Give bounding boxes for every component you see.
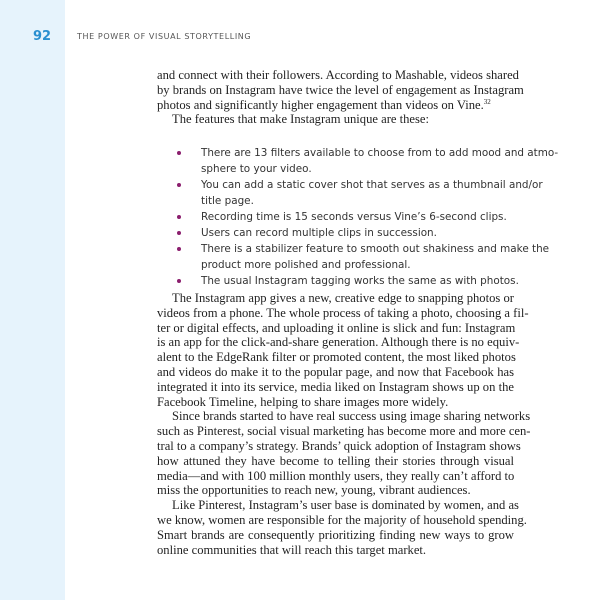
list-item-continuation bbox=[177, 193, 517, 209]
margin-band bbox=[0, 0, 65, 600]
lead-line: The features that make Instagram unique are these: bbox=[172, 112, 430, 127]
list-item bbox=[177, 225, 517, 241]
list-item-text: sphere to your video. bbox=[201, 163, 312, 175]
list-item bbox=[177, 145, 559, 161]
list-item-text: The usual Instagram tagging works the same as with photos. bbox=[201, 275, 519, 287]
list-item-continuation bbox=[177, 257, 517, 273]
text-line: is an app for the click-and-share generation. Although there is no equiv- bbox=[157, 335, 520, 350]
text-line: ter or digital effects, and uploading it online is slick and fun: Instagram bbox=[157, 320, 516, 335]
list-item-text: title page. bbox=[201, 195, 254, 207]
text-line: Since brands started to have real success using image sharing networks bbox=[172, 409, 531, 424]
list-item bbox=[177, 273, 517, 289]
list-item bbox=[177, 177, 543, 193]
list-item bbox=[177, 209, 517, 225]
footnote-marker: 32 bbox=[483, 97, 491, 106]
text-line-content: photos and significantly higher engagement than videos on Vine. bbox=[157, 97, 484, 112]
text-line: alent to the EdgeRank filter or promoted content, the most liked photos bbox=[157, 350, 516, 365]
text-line bbox=[157, 98, 514, 113]
text-line: Smart brands are consequently prioritizing finding new ways to grow bbox=[157, 527, 514, 542]
list-item-text: There is a stabilizer feature to smooth out shakiness and make the bbox=[201, 243, 550, 255]
running-head: THE POWER OF VISUAL STORYTELLING bbox=[77, 32, 252, 41]
bullet-icon bbox=[177, 151, 181, 155]
list-item-text: Users can record multiple clips in succession. bbox=[201, 227, 437, 239]
text-line: integrated it into its service, media liked on Instagram shows up on the bbox=[157, 379, 514, 394]
feature-list bbox=[177, 145, 559, 289]
text-line: miss the opportunities to reach new, young, vibrant audiences. bbox=[157, 483, 471, 498]
text-line: videos from a phone. The whole process of taking a photo, choosing a fil- bbox=[157, 305, 529, 320]
list-item-text: product more polished and professional. bbox=[201, 259, 411, 271]
page-number: 92 bbox=[33, 29, 52, 44]
text-line: online communities that will reach this target market. bbox=[157, 542, 427, 557]
text-line: we know, women are responsible for the majority of household spending. bbox=[157, 512, 527, 527]
text-line: Like Pinterest, Instagram’s user base is dominated by women, and as bbox=[172, 498, 519, 513]
bullet-icon bbox=[177, 215, 181, 219]
text-line: The Instagram app gives a new, creative edge to snapping photos or bbox=[172, 291, 514, 305]
text-line: by brands on Instagram have twice the level of engagement as Instagram bbox=[157, 82, 524, 97]
list-item-text: You can add a static cover shot that serves as a thumbnail and/or bbox=[201, 179, 543, 191]
text-line: such as Pinterest, social visual marketing has become more and more cen- bbox=[157, 424, 531, 439]
text-line: how attuned they have become to telling their stories through visual bbox=[157, 453, 514, 468]
list-item-text: There are 13 filters available to choose from to add mood and atmo- bbox=[201, 147, 559, 159]
text-line: and videos do make it to the popular page, and now that Facebook has bbox=[157, 364, 514, 379]
list-item-continuation bbox=[177, 161, 517, 177]
bullet-icon bbox=[177, 279, 181, 283]
list-item bbox=[177, 241, 550, 257]
text-line: Facebook Timeline, helping to share images more widely. bbox=[157, 394, 449, 409]
bullet-icon bbox=[177, 183, 181, 187]
text-line: and connect with their followers. According to Mashable, videos shared bbox=[157, 68, 519, 82]
list-item-text: Recording time is 15 seconds versus Vine’s 6-second clips. bbox=[201, 211, 507, 223]
bullet-icon bbox=[177, 247, 181, 251]
text-line: media—and with 100 million monthly users, they really can’t afford to bbox=[157, 468, 515, 483]
body-text bbox=[157, 291, 531, 557]
intro-paragraph bbox=[157, 68, 524, 127]
bullet-icon bbox=[177, 231, 181, 235]
text-line: tral to a company’s strategy. Brands’ quick adoption of Instagram shows bbox=[157, 438, 521, 453]
